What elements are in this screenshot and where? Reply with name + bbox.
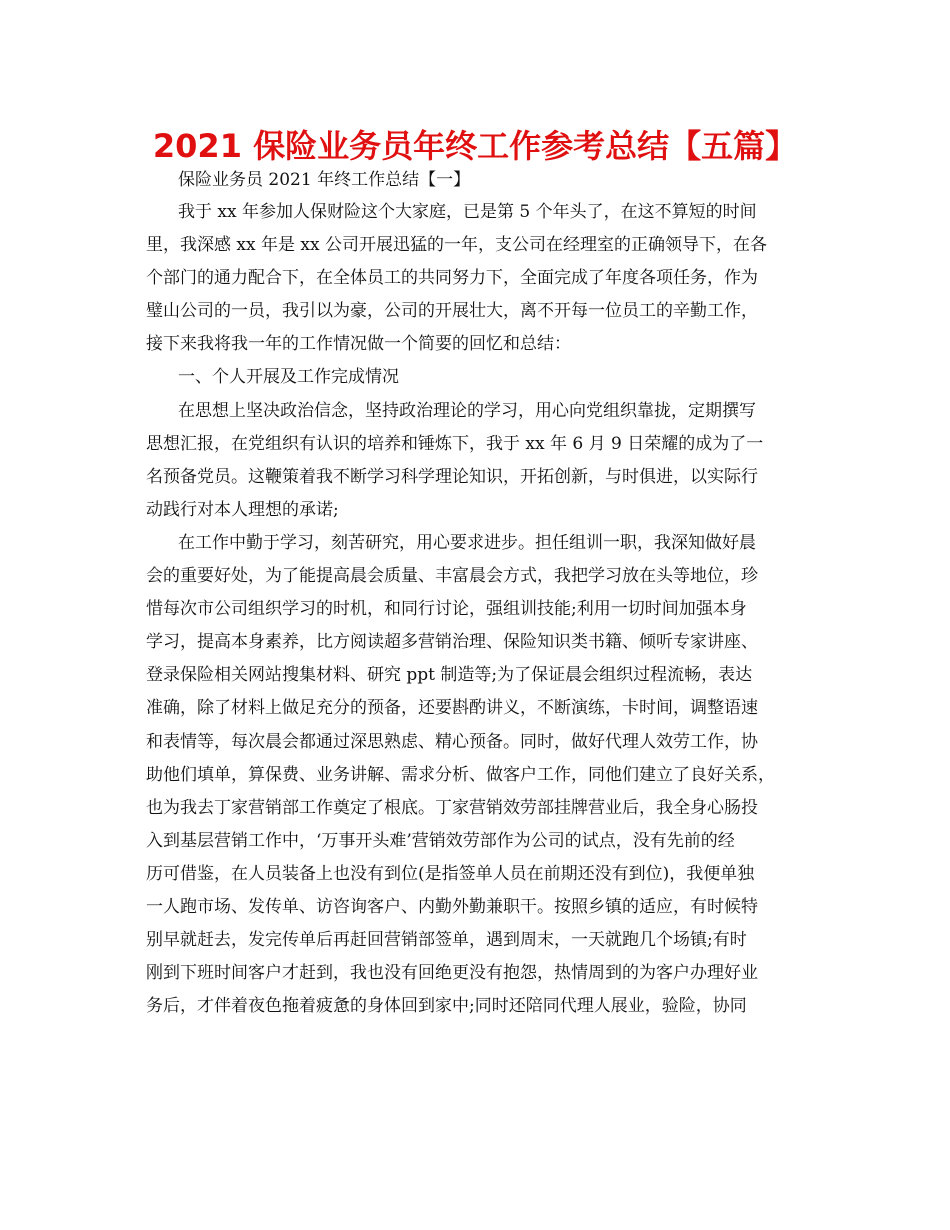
paragraph-line: 入到基层营销工作中，‘万事开头难’营销效劳部作为公司的试点，没有先前的经 (146, 830, 735, 851)
paragraph-line: 会的重要好处，为了能提高晨会质量、丰富晨会方式，我把学习放在头等地位，珍 (146, 566, 758, 587)
paragraph-line: 和表情等，每次晨会都通过深思熟虑、精心预备。同时，做好代理人效劳工作，协 (146, 731, 758, 752)
paragraph-line: 接下来我将我一年的工作情况做一个简要的回忆和总结： (146, 334, 571, 355)
paragraph-line: 思想汇报，在党组织有认识的培养和锤炼下，我于 xx 年 6 月 9 日荣耀的成为了一 (146, 433, 764, 454)
subsection-heading: 一、个人开展及工作完成情况 (178, 367, 399, 388)
paragraph-line: 惜每次市公司组织学习的时机，和同行讨论，强组训技能;利用一切时间加强本身 (146, 599, 747, 620)
paragraph-line: 务后，才伴着夜色拖着疲惫的身体回到家中;同时还陪同代理人展业，验险，协同 (146, 996, 747, 1017)
paragraph-line: 个部门的通力配合下，在全体员工的共同努力下，全面完成了年度各项任务，作为 (146, 268, 758, 289)
section-heading: 保险业务员 2021 年终工作总结【一】 (178, 170, 471, 190)
paragraph-line: 在思想上坚决政治信念，坚持政治理论的学习，用心向党组织靠拢，定期撰写 (178, 400, 756, 421)
document-body (146, 164, 822, 1023)
paragraph-line: 一人跑市场、发传单、访咨询客户、内勤外勤兼职干。按照乡镇的适应，有时候特 (146, 896, 758, 917)
paragraph-line: 助他们填单，算保费、业务讲解、需求分析、做客户工作，同他们建立了良好关系， (146, 764, 775, 785)
paragraph-line: 璧山公司的一员，我引以为豪，公司的开展壮大，离不开每一位员工的辛勤工作， (146, 301, 758, 322)
paragraph-line: 也为我去丁家营销部工作奠定了根底。丁家营销效劳部挂牌营业后，我全身心肠投 (146, 797, 758, 818)
paragraph-line: 里，我深感 xx 年是 xx 公司开展迅猛的一年，支公司在经理室的正确领导下，在各 (146, 235, 767, 256)
paragraph-line: 名预备党员。这鞭策着我不断学习科学理论知识，开拓创新，与时俱进，以实际行 (146, 466, 758, 487)
document-title: 2021 保险业务员年终工作参考总结【五篇】 (152, 127, 798, 165)
paragraph-line: 别早就赶去，发完传单后再赶回营销部签单，遇到周末，一天就跑几个场镇;有时 (146, 930, 747, 951)
paragraph-line: 刚到下班时间客户才赶到，我也没有回绝更没有抱怨，热情周到的为客户办理好业 (146, 963, 758, 984)
paragraph-line: 我于 xx 年参加人保财险这个大家庭，已是第 5 个年头了，在这不算短的时间 (178, 202, 757, 222)
paragraph-line: 在工作中勤于学习，刻苦研究，用心要求进步。担任组训一职，我深知做好晨 (178, 532, 756, 553)
paragraph-line: 历可借鉴，在人员装备上也没有到位(是指签单人员在前期还没有到位)，我便单独 (146, 863, 755, 884)
paragraph-line: 准确，除了材料上做足充分的预备，还要斟酌讲义，不断演练，卡时间，调整语速 (146, 698, 758, 719)
paragraph-line: 登录保险相关网站搜集材料、研究 ppt 制造等;为了保证晨会组织过程流畅，表达 (146, 665, 753, 686)
paragraph-line: 动践行对本人理想的承诺; (146, 499, 339, 520)
paragraph-line: 学习，提高本身素养，比方阅读超多营销治理、保险知识类书籍、倾听专家讲座、 (146, 632, 758, 653)
